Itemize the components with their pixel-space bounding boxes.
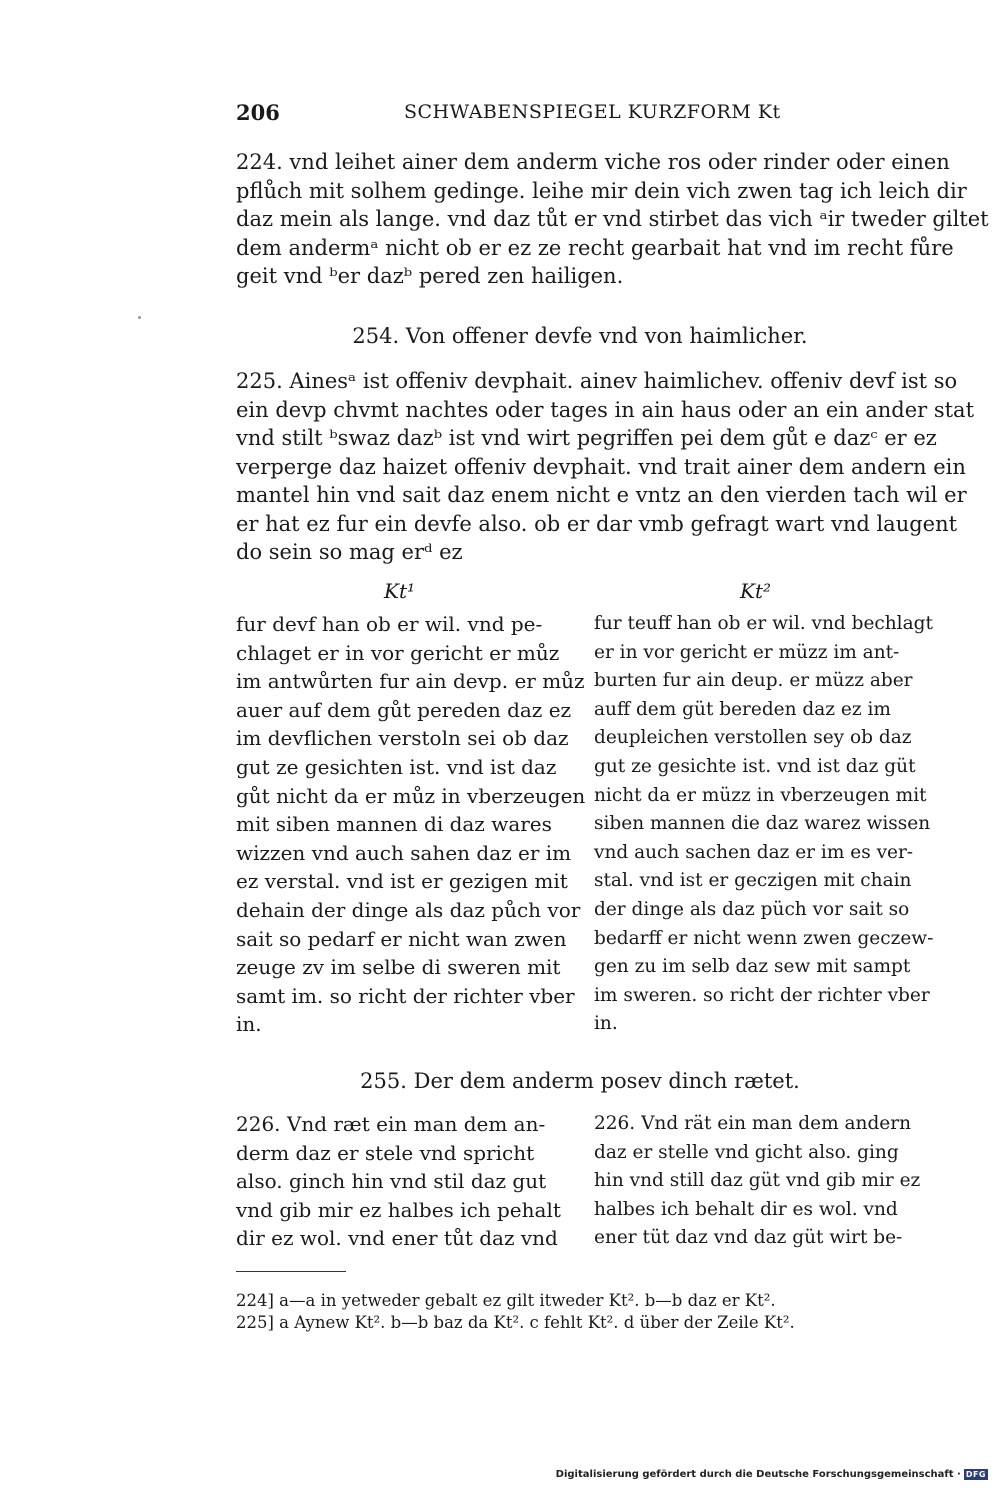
witness-label-left: Kt¹ bbox=[384, 579, 415, 603]
text-line: wizzen vnd auch sahen daz er im bbox=[236, 840, 572, 865]
text-line: gut ze gesichte ist. vnd ist daz güt bbox=[594, 755, 916, 777]
text-line: gůt nicht da er můz in vberzeugen bbox=[236, 783, 586, 808]
text-line: in. bbox=[236, 1012, 262, 1037]
text-line: halbes ich behalt dir es wol. vnd bbox=[594, 1198, 898, 1220]
text-line: gen zu im selb daz sew mit sampt bbox=[594, 956, 911, 978]
text-line: verperge daz haizet offeniv devphait. vnd trait ainer dem andern ein bbox=[236, 454, 966, 479]
text-line: siben mannen die daz warez wissen bbox=[594, 813, 931, 835]
text-line: 225. Ainesᵃ ist offeniv devphait. ainev haimlichev. offeniv devf ist so bbox=[236, 369, 958, 393]
running-title: SCHWABENSPIEGEL KURZFORM Kt bbox=[404, 101, 781, 123]
page-header bbox=[236, 100, 924, 130]
text-line: er in vor gericht er müzz im ant- bbox=[594, 641, 900, 663]
text-line: auer auf dem gůt pereden daz ez bbox=[236, 697, 572, 722]
text-line: mit siben mannen di daz wares bbox=[236, 812, 552, 837]
text-line: vnd gib mir ez halbes ich pehalt bbox=[236, 1197, 561, 1222]
text-line: ein devp chvmt nachtes oder tages in ain haus oder an ein ander stat bbox=[236, 397, 975, 422]
text-line: hin vnd still daz güt vnd gib mir ez bbox=[594, 1170, 921, 1192]
text-line: do sein so mag erᵈ ez bbox=[236, 540, 463, 564]
text-line: zeuge zv im selbe di sweren mit bbox=[236, 955, 561, 980]
text-line: daz mein als lange. vnd daz tůt er vnd stirbet das vich ᵃir tweder giltet bbox=[236, 207, 989, 231]
text-line: daz er stelle vnd gicht also. ging bbox=[594, 1141, 899, 1163]
column-right-225 bbox=[594, 610, 934, 1039]
text-line: gut ze gesichten ist. vnd ist daz bbox=[236, 754, 557, 779]
text-line: in. bbox=[594, 1013, 618, 1035]
footnotes bbox=[236, 1290, 924, 1334]
text-line: er hat ez fur ein devfe also. ob er dar vmb gefragt wart vnd laugent bbox=[236, 511, 958, 536]
text-line: fur teuff han ob er wil. vnd bechlagt bbox=[594, 613, 933, 634]
text-line: dem andermᵃ nicht ob er ez ze recht gearbait hat vnd im recht fůre bbox=[236, 235, 954, 260]
text-line: im sweren. so richt der richter vber bbox=[594, 984, 930, 1006]
text-line: der dinge als daz püch vor sait so bbox=[594, 898, 910, 920]
text-line: sait so pedarf er nicht wan zwen bbox=[236, 926, 567, 951]
speck-mark bbox=[138, 316, 141, 319]
paragraph-224 bbox=[236, 148, 989, 291]
footnote-line: 224] a—a in yetweder gebalt ez gilt itweder Kt². b—b daz er Kt². bbox=[236, 1291, 776, 1310]
column-left-225 bbox=[236, 610, 586, 1039]
text-line: samt im. so richt der richter vber bbox=[236, 983, 575, 1008]
text-line: dehain der dinge als daz půch vor bbox=[236, 897, 581, 922]
text-line: vnd auch sachen daz er im es ver- bbox=[594, 841, 914, 863]
footnote-rule bbox=[236, 1271, 346, 1272]
text-line: burten fur ain deup. er müzz aber bbox=[594, 670, 913, 692]
text-line: 224. vnd leihet ainer dem anderm viche ros oder rinder oder einen bbox=[236, 150, 950, 174]
text-line: ener tüt daz vnd daz güt wirt be- bbox=[594, 1227, 903, 1249]
text-line: vnd stilt ᵇswaz dazᵇ ist vnd wirt pegriffen pei dem gůt e dazᶜ er ez bbox=[236, 426, 937, 450]
text-line: ez verstal. vnd ist er gezigen mit bbox=[236, 869, 568, 894]
text-line: deupleichen verstollen sey ob daz bbox=[594, 727, 912, 749]
text-line: 226. Vnd ræt ein man dem an- bbox=[236, 1112, 546, 1136]
text-line: im devflichen verstoln sei ob daz bbox=[236, 726, 569, 751]
section-heading-254: 254. Von offener devfe vnd von haimlicher. bbox=[352, 324, 808, 348]
text-line: geit vnd ᵇer dazᵇ pered zen hailigen. bbox=[236, 264, 624, 288]
text-line: stal. vnd ist er geczigen mit chain bbox=[594, 870, 912, 892]
digitization-credit bbox=[556, 1469, 988, 1480]
text-line: im antwůrten fur ain devp. er můz bbox=[236, 669, 585, 694]
text-line: mantel hin vnd sait daz enem nicht e vntz an den vierden tach wil er bbox=[236, 483, 967, 507]
page-number: 206 bbox=[236, 100, 280, 125]
footnote-line: 225] a Aynew Kt². b—b baz da Kt². c fehlt Kt². d über der Zeile Kt². bbox=[236, 1313, 795, 1332]
credit-text: Digitalisierung gefördert durch die Deutsche Forschungsgemeinschaft · bbox=[555, 1469, 961, 1480]
text-line: fur devf han ob er wil. vnd pe- bbox=[236, 612, 543, 636]
text-line: 226. Vnd rät ein man dem andern bbox=[594, 1113, 911, 1134]
text-line: nicht da er müzz in vberzeugen mit bbox=[594, 784, 927, 806]
text-line: also. ginch hin vnd stil daz gut bbox=[236, 1169, 547, 1194]
paragraph-225 bbox=[236, 367, 975, 567]
text-line: pflůch mit solhem gedinge. leihe mir dein vich zwen tag ich leich dir bbox=[236, 178, 967, 203]
text-line: derm daz er stele vnd spricht bbox=[236, 1140, 535, 1165]
witness-label-right: Kt² bbox=[740, 579, 771, 603]
text-line: dir ez wol. vnd ener tůt daz vnd bbox=[236, 1226, 558, 1251]
text-line: auff dem güt bereden daz ez im bbox=[594, 698, 891, 720]
dfg-logo: DFG bbox=[965, 1470, 986, 1479]
column-right-226 bbox=[594, 1110, 924, 1253]
text-line: bedarff er nicht wenn zwen geczew- bbox=[594, 927, 934, 949]
section-heading-255: 255. Der dem anderm posev dinch rætet. bbox=[360, 1069, 800, 1093]
column-left-226 bbox=[236, 1110, 566, 1253]
text-line: chlaget er in vor gericht er můz bbox=[236, 640, 560, 665]
